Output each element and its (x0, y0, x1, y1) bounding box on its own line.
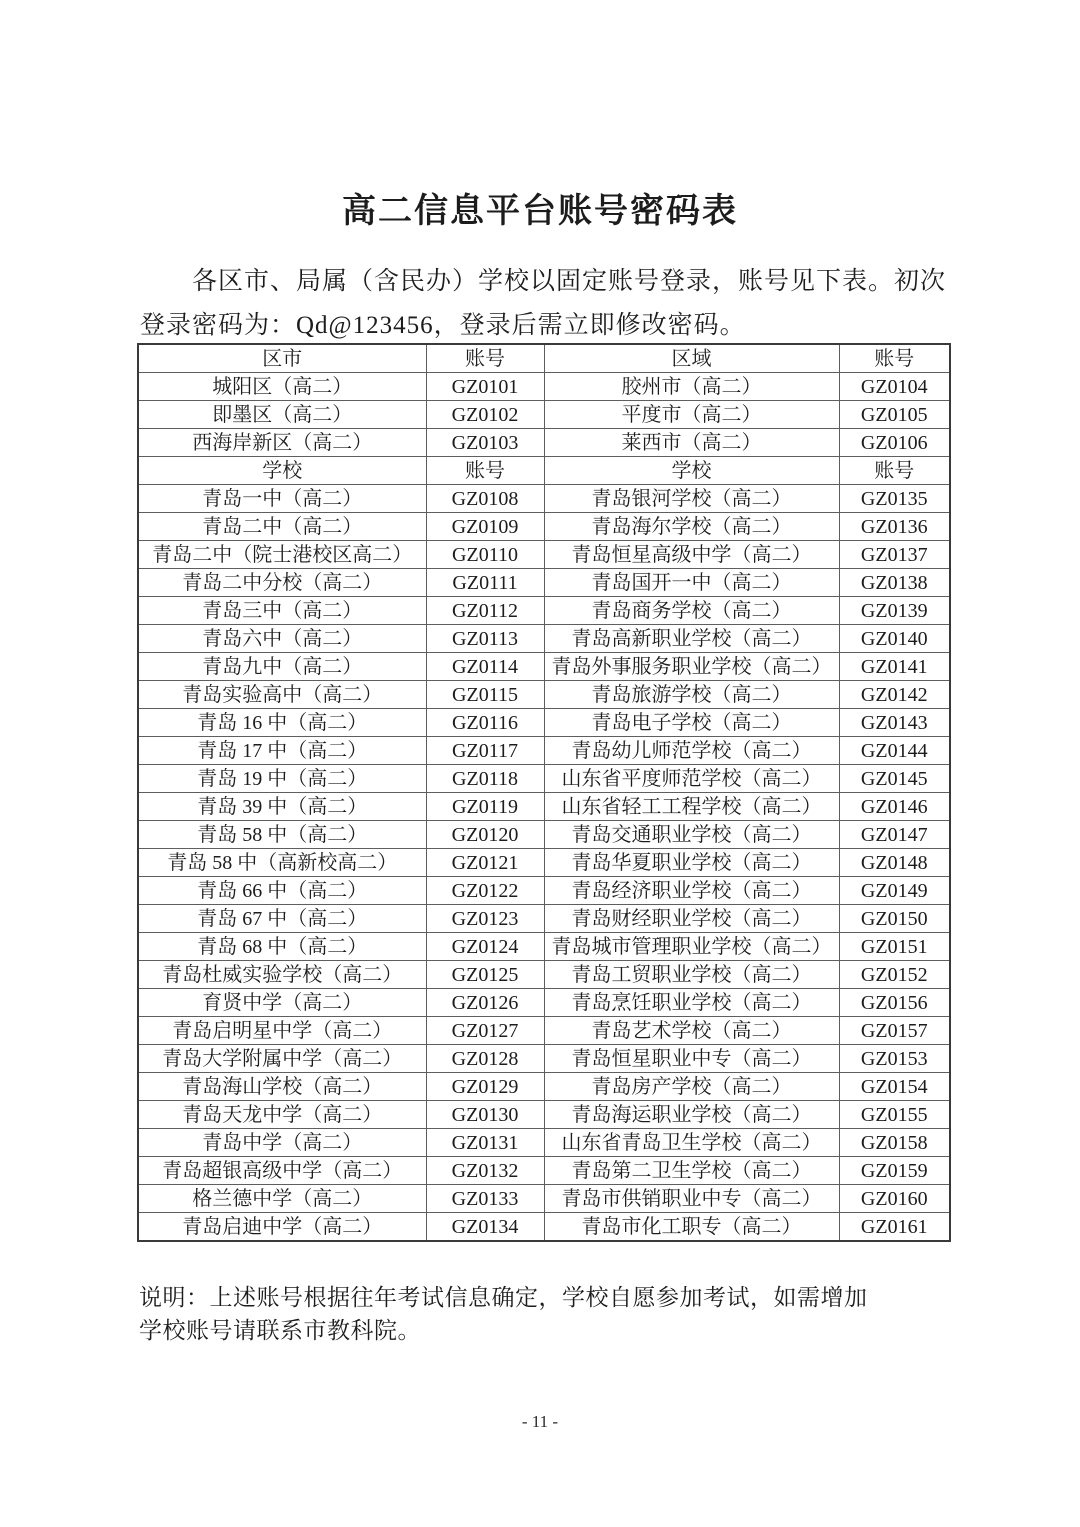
name-cell: 西海岸新区（高二） (138, 429, 426, 457)
table-row (138, 1213, 950, 1242)
table-row (138, 1045, 950, 1073)
account-cell: GZ0140 (839, 625, 950, 653)
account-cell: GZ0148 (839, 849, 950, 877)
account-cell: GZ0132 (426, 1157, 544, 1185)
table-row (138, 373, 950, 401)
account-cell: GZ0141 (839, 653, 950, 681)
account-cell: GZ0127 (426, 1017, 544, 1045)
account-cell: GZ0104 (839, 373, 950, 401)
name-cell: 青岛实验高中（高二） (138, 681, 426, 709)
account-cell: GZ0160 (839, 1185, 950, 1213)
table-row (138, 877, 950, 905)
account-cell: GZ0137 (839, 541, 950, 569)
account-cell: GZ0126 (426, 989, 544, 1017)
account-cell: GZ0109 (426, 513, 544, 541)
account-cell: GZ0147 (839, 821, 950, 849)
page-title: 高二信息平台账号密码表 (342, 193, 738, 230)
header-cell: 区域 (544, 344, 839, 373)
account-cell: GZ0142 (839, 681, 950, 709)
name-cell: 平度市（高二） (544, 401, 839, 429)
name-cell: 青岛国开一中（高二） (544, 569, 839, 597)
name-cell: 青岛六中（高二） (138, 625, 426, 653)
intro-line-2: 登录密码为：Qd@123456，登录后需立即修改密码。 (140, 312, 746, 339)
name-cell: 青岛高新职业学校（高二） (544, 625, 839, 653)
account-cell: GZ0103 (426, 429, 544, 457)
table-row (138, 513, 950, 541)
accounts-table (137, 343, 951, 1242)
account-cell: GZ0156 (839, 989, 950, 1017)
name-cell: 青岛 67 中（高二） (138, 905, 426, 933)
header-cell: 学校 (138, 457, 426, 485)
table-row (138, 541, 950, 569)
account-cell: GZ0146 (839, 793, 950, 821)
table-row (138, 401, 950, 429)
table-row (138, 793, 950, 821)
account-cell: GZ0161 (839, 1213, 950, 1242)
name-cell: 青岛 19 中（高二） (138, 765, 426, 793)
table-row (138, 429, 950, 457)
note-line-2: 学校账号请联系市教科院。 (139, 1318, 421, 1343)
account-cell: GZ0114 (426, 653, 544, 681)
name-cell: 莱西市（高二） (544, 429, 839, 457)
name-cell: 青岛银河学校（高二） (544, 485, 839, 513)
name-cell: 青岛城市管理职业学校（高二） (544, 933, 839, 961)
account-cell: GZ0124 (426, 933, 544, 961)
table-row (138, 569, 950, 597)
name-cell: 青岛启迪中学（高二） (138, 1213, 426, 1242)
name-cell: 育贤中学（高二） (138, 989, 426, 1017)
account-cell: GZ0134 (426, 1213, 544, 1242)
name-cell: 青岛恒星高级中学（高二） (544, 541, 839, 569)
name-cell: 青岛房产学校（高二） (544, 1073, 839, 1101)
account-cell: GZ0105 (839, 401, 950, 429)
name-cell: 青岛电子学校（高二） (544, 709, 839, 737)
header-cell: 账号 (426, 344, 544, 373)
intro-paragraph (140, 260, 968, 348)
account-cell: GZ0135 (839, 485, 950, 513)
table-row (138, 653, 950, 681)
name-cell: 青岛艺术学校（高二） (544, 1017, 839, 1045)
table-row (138, 1073, 950, 1101)
name-cell: 即墨区（高二） (138, 401, 426, 429)
name-cell: 青岛 66 中（高二） (138, 877, 426, 905)
name-cell: 青岛幼儿师范学校（高二） (544, 737, 839, 765)
table-row (138, 933, 950, 961)
account-cell: GZ0115 (426, 681, 544, 709)
table-row (138, 737, 950, 765)
table-row (138, 485, 950, 513)
account-cell: GZ0125 (426, 961, 544, 989)
account-cell: GZ0121 (426, 849, 544, 877)
name-cell: 青岛财经职业学校（高二） (544, 905, 839, 933)
account-cell: GZ0117 (426, 737, 544, 765)
table-row (138, 681, 950, 709)
name-cell: 山东省轻工工程学校（高二） (544, 793, 839, 821)
name-cell: 青岛恒星职业中专（高二） (544, 1045, 839, 1073)
name-cell: 青岛经济职业学校（高二） (544, 877, 839, 905)
account-cell: GZ0152 (839, 961, 950, 989)
table-row (138, 709, 950, 737)
name-cell: 青岛海山学校（高二） (138, 1073, 426, 1101)
name-cell: 青岛二中分校（高二） (138, 569, 426, 597)
account-cell: GZ0131 (426, 1129, 544, 1157)
table-row (138, 765, 950, 793)
note-line-1: 说明：上述账号根据往年考试信息确定，学校自愿参加考试，如需增加 (139, 1285, 868, 1310)
name-cell: 青岛海运职业学校（高二） (544, 1101, 839, 1129)
name-cell: 山东省青岛卫生学校（高二） (544, 1129, 839, 1157)
account-cell: GZ0158 (839, 1129, 950, 1157)
account-cell: GZ0143 (839, 709, 950, 737)
account-cell: GZ0108 (426, 485, 544, 513)
account-cell: GZ0157 (839, 1017, 950, 1045)
account-cell: GZ0110 (426, 541, 544, 569)
name-cell: 格兰德中学（高二） (138, 1185, 426, 1213)
name-cell: 青岛 39 中（高二） (138, 793, 426, 821)
account-cell: GZ0102 (426, 401, 544, 429)
account-cell: GZ0123 (426, 905, 544, 933)
account-cell: GZ0112 (426, 597, 544, 625)
name-cell: 山东省平度师范学校（高二） (544, 765, 839, 793)
account-cell: GZ0144 (839, 737, 950, 765)
table-header-row (138, 457, 950, 485)
account-cell: GZ0151 (839, 933, 950, 961)
name-cell: 城阳区（高二） (138, 373, 426, 401)
name-cell: 青岛海尔学校（高二） (544, 513, 839, 541)
name-cell: 青岛外事服务职业学校（高二） (544, 653, 839, 681)
name-cell: 青岛大学附属中学（高二） (138, 1045, 426, 1073)
table-row (138, 989, 950, 1017)
account-cell: GZ0139 (839, 597, 950, 625)
name-cell: 青岛市供销职业中专（高二） (544, 1185, 839, 1213)
account-cell: GZ0159 (839, 1157, 950, 1185)
name-cell: 青岛超银高级中学（高二） (138, 1157, 426, 1185)
account-cell: GZ0118 (426, 765, 544, 793)
account-cell: GZ0133 (426, 1185, 544, 1213)
account-cell: GZ0136 (839, 513, 950, 541)
name-cell: 青岛 17 中（高二） (138, 737, 426, 765)
account-cell: GZ0116 (426, 709, 544, 737)
account-cell: GZ0122 (426, 877, 544, 905)
header-cell: 学校 (544, 457, 839, 485)
name-cell: 青岛二中（高二） (138, 513, 426, 541)
header-cell: 账号 (839, 344, 950, 373)
table-row (138, 625, 950, 653)
name-cell: 青岛一中（高二） (138, 485, 426, 513)
name-cell: 青岛 58 中（高二） (138, 821, 426, 849)
table-row (138, 1129, 950, 1157)
table-row (138, 905, 950, 933)
name-cell: 青岛烹饪职业学校（高二） (544, 989, 839, 1017)
table-header-row (138, 344, 950, 373)
account-cell: GZ0155 (839, 1101, 950, 1129)
header-cell: 账号 (839, 457, 950, 485)
intro-line-1: 各区市、局属（含民办）学校以固定账号登录，账号见下表。初次 (192, 268, 947, 295)
table-row (138, 961, 950, 989)
account-cell: GZ0128 (426, 1045, 544, 1073)
name-cell: 青岛旅游学校（高二） (544, 681, 839, 709)
account-cell: GZ0145 (839, 765, 950, 793)
account-cell: GZ0150 (839, 905, 950, 933)
name-cell: 青岛杜威实验学校（高二） (138, 961, 426, 989)
note-paragraph (139, 1281, 969, 1347)
header-cell: 区市 (138, 344, 426, 373)
account-cell: GZ0153 (839, 1045, 950, 1073)
account-cell: GZ0138 (839, 569, 950, 597)
table-row (138, 597, 950, 625)
name-cell: 青岛中学（高二） (138, 1129, 426, 1157)
account-cell: GZ0129 (426, 1073, 544, 1101)
name-cell: 青岛华夏职业学校（高二） (544, 849, 839, 877)
name-cell: 青岛市化工职专（高二） (544, 1213, 839, 1242)
table-row (138, 1157, 950, 1185)
name-cell: 青岛天龙中学（高二） (138, 1101, 426, 1129)
name-cell: 青岛二中（院士港校区高二） (138, 541, 426, 569)
account-cell: GZ0113 (426, 625, 544, 653)
table-row (138, 1185, 950, 1213)
name-cell: 青岛 58 中（高新校高二） (138, 849, 426, 877)
table-row (138, 821, 950, 849)
table-row (138, 1017, 950, 1045)
name-cell: 青岛第二卫生学校（高二） (544, 1157, 839, 1185)
page-number: - 11 - (521, 1412, 559, 1431)
account-cell: GZ0149 (839, 877, 950, 905)
name-cell: 青岛交通职业学校（高二） (544, 821, 839, 849)
accounts-table-body (138, 344, 950, 1241)
account-cell: GZ0154 (839, 1073, 950, 1101)
name-cell: 青岛 68 中（高二） (138, 933, 426, 961)
account-cell: GZ0101 (426, 373, 544, 401)
account-cell: GZ0106 (839, 429, 950, 457)
name-cell: 青岛三中（高二） (138, 597, 426, 625)
account-cell: GZ0111 (426, 569, 544, 597)
name-cell: 青岛启明星中学（高二） (138, 1017, 426, 1045)
name-cell: 青岛 16 中（高二） (138, 709, 426, 737)
account-cell: GZ0120 (426, 821, 544, 849)
account-cell: GZ0130 (426, 1101, 544, 1129)
name-cell: 胶州市（高二） (544, 373, 839, 401)
name-cell: 青岛商务学校（高二） (544, 597, 839, 625)
name-cell: 青岛九中（高二） (138, 653, 426, 681)
name-cell: 青岛工贸职业学校（高二） (544, 961, 839, 989)
table-row (138, 849, 950, 877)
header-cell: 账号 (426, 457, 544, 485)
account-cell: GZ0119 (426, 793, 544, 821)
table-row (138, 1101, 950, 1129)
